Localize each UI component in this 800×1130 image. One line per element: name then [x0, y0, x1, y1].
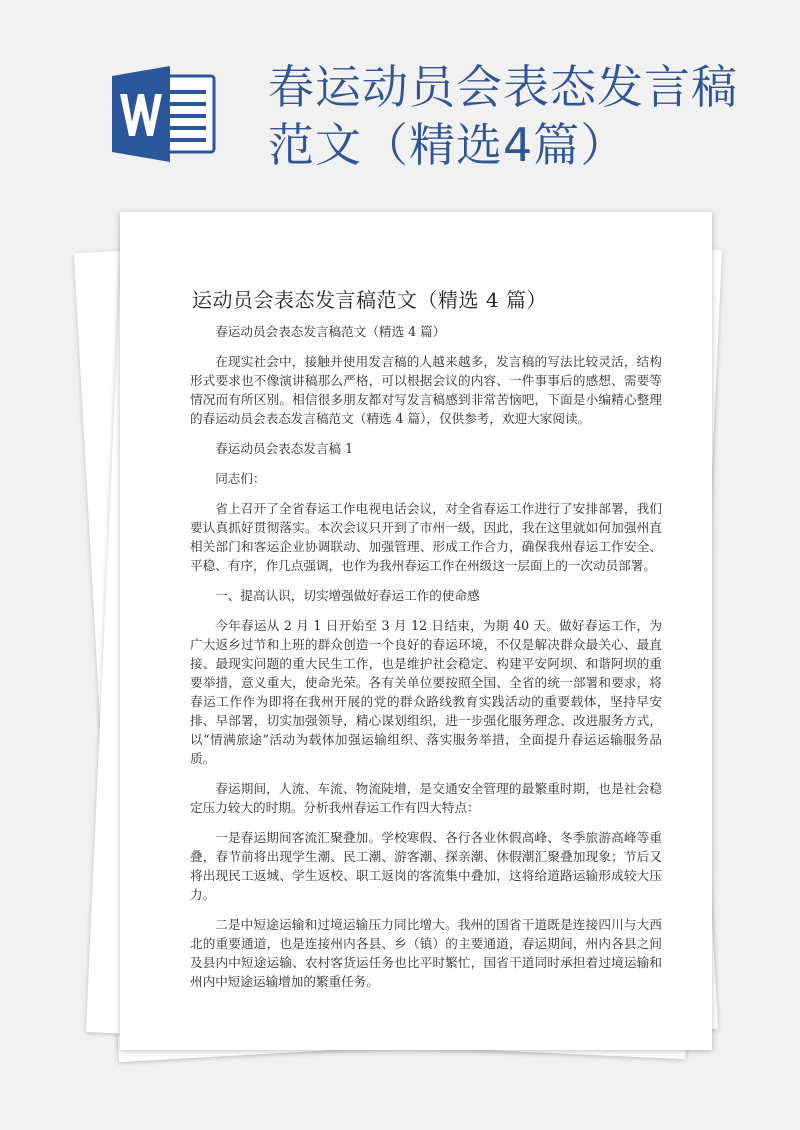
document-paragraph: 一是春运期间客流汇聚叠加。学校寒假、各行各业休假高峰、冬季旅游高峰等重叠，春节前将出现学生潮、民工潮、游客潮、探亲潮、休假潮汇聚叠加现象；节后又将出现民工返城、学生返校、职工返岗的客流集中叠加，这将给道路运输形成较大压力。: [190, 830, 662, 902]
word-document-icon: [110, 62, 218, 166]
document-paragraph: 省上召开了全省春运工作电视电话会议，对全省春运工作进行了安排部署，我们要认真抓好贯彻落实。本次会议只开到了市州一级，因此，我在这里就如何加强州直相关部门和客运企业协调联动、加强管理、形成工作合力，确保我州春运工作安全、平稳、有序，作几点强调，也作为我州春运工作在州级这一层面上的一次动员部署。: [190, 501, 662, 573]
document-paragraph: 同志们：: [215, 471, 266, 486]
document-paragraph: 春运动员会表态发言稿 1: [215, 441, 354, 456]
page-title-line-2: 范文（精选4篇）: [268, 118, 628, 172]
page-title: [268, 58, 768, 174]
document-paragraph: 在现实社会中，接触并使用发言稿的人越来越多，发言稿的写法比较灵活，结构形式要求也不像演讲稿那么严格，可以根据会议的内容、一件事事后的感想、需要等情况而有所区别。相信很多朋友都对写发言稿感到非常苦恼吧，下面是小编精心整理的春运动员会表态发言稿范文（精选 4 篇），仅供参考，欢迎大家阅读。: [190, 354, 662, 426]
document-paragraph: 二是中短途运输和过境运输压力同比增大。我州的国省干道既是连接四川与大西北的重要通道，也是连接州内各县、乡（镇）的主要通道，春运期间，州内各县之间及县内中短途运输、农村客货运任务也比平时繁忙，国省干道同时承担着过境运输和州内中短途运输增加的繁重任务。: [190, 917, 662, 989]
document-page: [120, 212, 712, 1050]
document-paragraph: 春运动员会表态发言稿范文（精选 4 篇）: [215, 324, 446, 339]
document-paragraph: 春运期间，人流、车流、物流陡增，是交通安全管理的最繁重时期，也是社会稳定压力较大的时期。分析我州春运工作有四大特点：: [190, 781, 662, 815]
document-body: [190, 322, 662, 1002]
document-paragraph: 一、提高认识，切实增强做好春运工作的使命感: [215, 588, 480, 603]
document-heading: 运动员会表态发言稿范文（精选 4 篇）: [192, 288, 547, 312]
document-paragraph: 今年春运从 2 月 1 日开始至 3 月 12 日结束，为期 40 天。做好春运工作，为广大返乡过节和上班的群众创造一个良好的春运环境，不仅是解决群众最关心、最直接、最现实问题的重大民生工作，也是维护社会稳定、构建平安阿坝、和谐阿坝的重要举措，意义重大，使命光荣。各有关单位要按照全国、全省的统一部署和要求，将春运工作作为即将在我州开展的党的群众路线教育实践活动的重要载体，坚持早安排、早部署，切实加强领导，精心谋划组织，进一步强化服务理念、改进服务方式，以“情满旅途”活动为载体加强运输组织、落实服务举措，全面提升春运运输服务品质。: [190, 618, 662, 766]
page-title-line-1: 春运动员会表态发言稿: [268, 60, 738, 114]
